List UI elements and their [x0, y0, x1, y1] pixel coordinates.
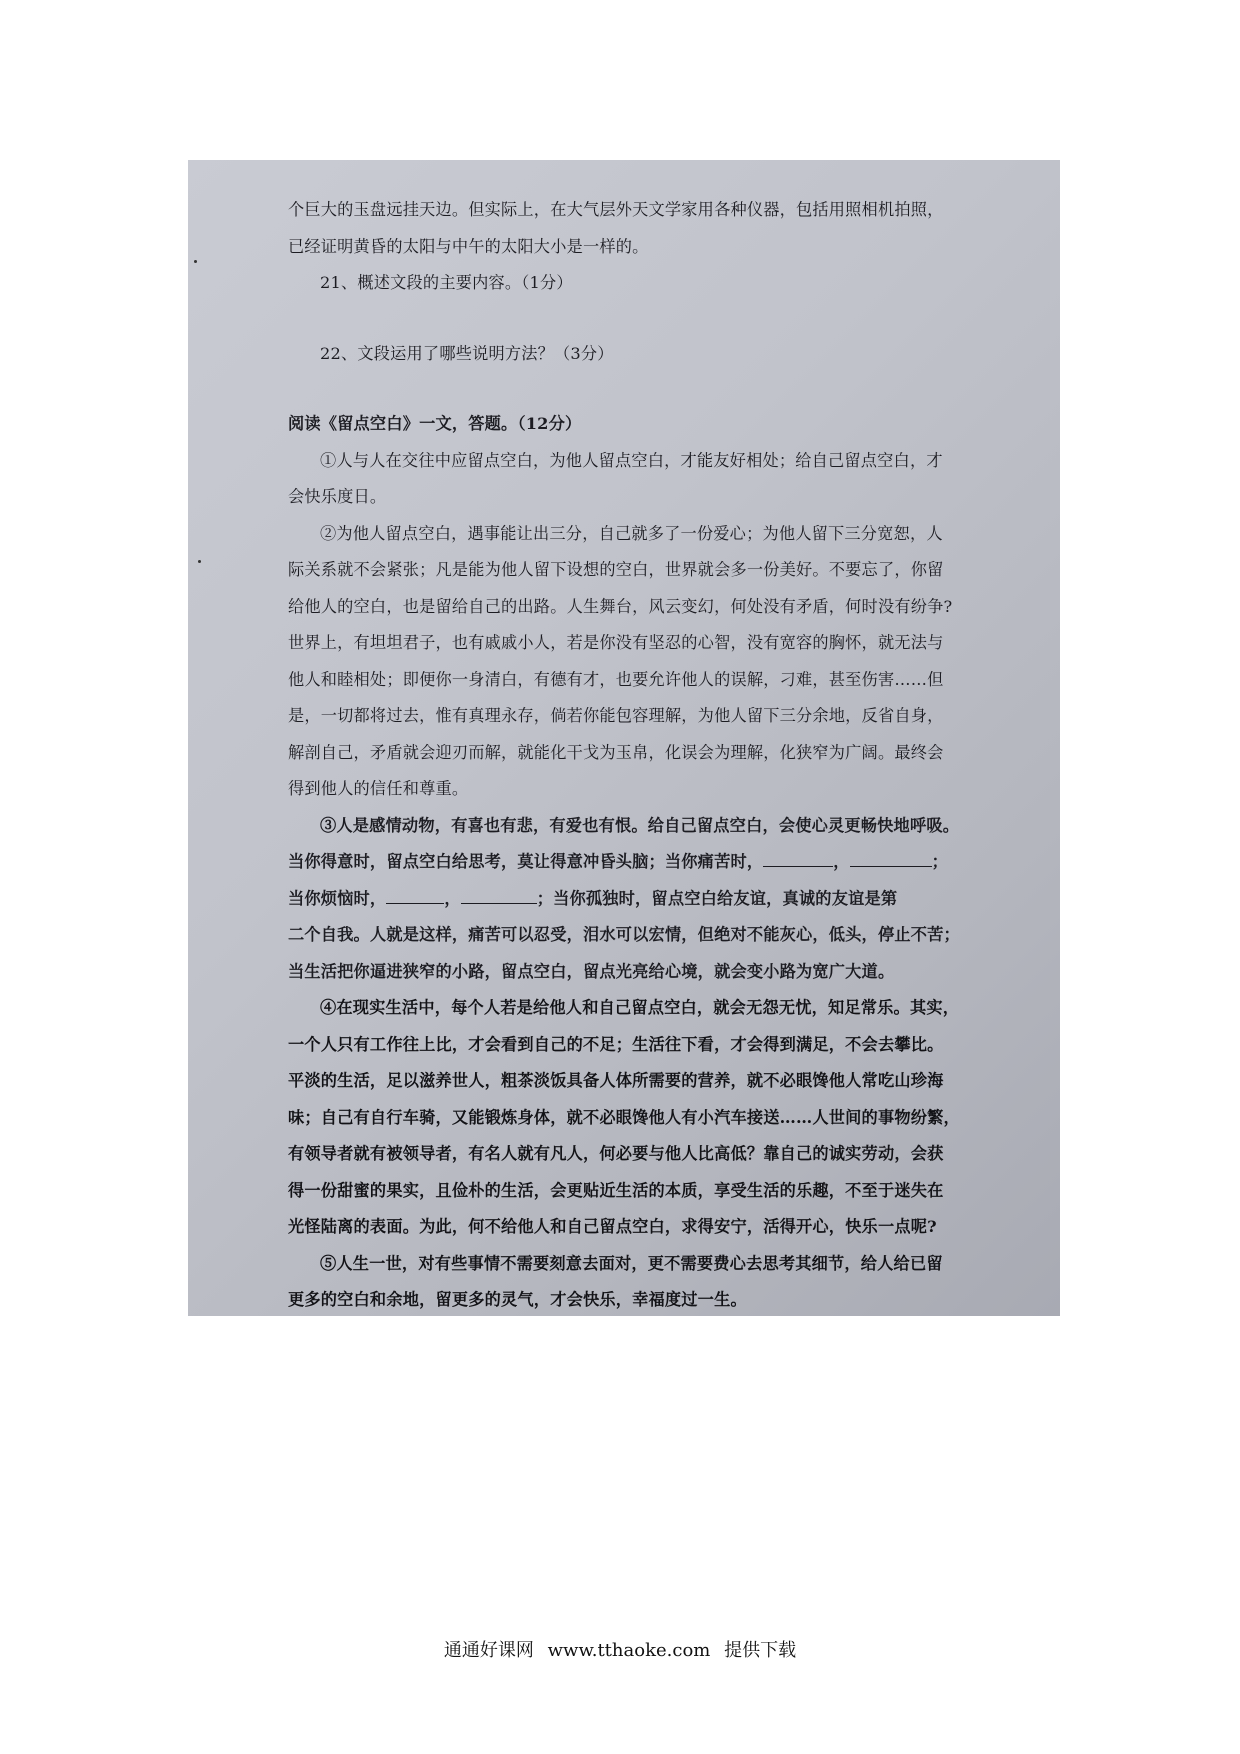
paragraph-3-text: 当你得意时，留点空白给思考，莫让得意冲昏头脑；当你痛苦时， — [288, 852, 764, 871]
paragraph-2-line: 他人和睦相处；即便你一身清白，有德有才，也要允许他人的误解，刁难，甚至伤害……但 — [288, 669, 944, 689]
reading-heading: 阅读《留点空白》一文，答题。（12分） — [288, 414, 582, 433]
paragraph-4-line: 光怪陆离的表面。为此，何不给他人和自己留点空白，求得安宁，活得开心，快乐一点呢? — [288, 1217, 937, 1236]
semicolon: ； — [931, 852, 949, 871]
paragraph-3-line: 二个自我。人就是这样，痛苦可以忍受，泪水可以宏情，但绝对不能灰心，低头，停止不苦； — [288, 925, 960, 944]
paragraph-2-line: 际关系就不会紧张；凡是能为他人留下设想的空白，世界就会多一份美好。不要忘了，你留 — [288, 560, 944, 579]
paragraph-2-line: ②为他人留点空白，遇事能让出三分，自己就多了一份爱心；为他人留下三分宽恕，人 — [320, 523, 943, 543]
paragraph-1-line: 会快乐度日。 — [288, 487, 387, 506]
paragraph-5-line: ⑤人生一世，对有些事情不需要刻意去面对，更不需要费心去思考其细节，给人给已留 — [320, 1253, 943, 1273]
question-21: 21、概述文段的主要内容。（1分） — [320, 273, 573, 292]
paragraph-4-line: 得一份甜蜜的果实，且俭朴的生活，会更贴近生活的本质，享受生活的乐趣，不至于迷失在 — [288, 1180, 944, 1200]
answer-blank[interactable] — [386, 885, 444, 904]
footer-suffix: 提供下载 — [724, 1640, 797, 1661]
text-line: 个巨大的玉盘远挂天边。但实际上，在大气层外天文学家用各种仪器，包括用照相机拍照， — [288, 200, 944, 219]
paragraph-4-line: 一个人只有工作往上比，才会看到自己的不足；生活往下看，才会得到满足，不会去攀比。 — [288, 1034, 944, 1054]
footer-site-name: 通通好课网 — [443, 1640, 534, 1661]
exam-text — [288, 192, 978, 1316]
scanned-exam-photo — [188, 160, 1060, 1316]
paragraph-2-line: 世界上，有坦坦君子，也有戚戚小人，若是你没有坚忍的心智，没有宽容的胸怀，就无法与 — [288, 633, 944, 652]
footer-url: www.tthaoke.com — [547, 1640, 711, 1661]
speck — [194, 260, 197, 263]
paragraph-2-line: 给他人的空白，也是留给自己的出路。人生舞台，风云变幻，何处没有矛盾，何时没有纷争? — [288, 596, 953, 616]
question-22: 22、文段运用了哪些说明方法？（3分） — [320, 343, 614, 363]
paragraph-4-line: 平淡的生活，足以滋养世人，粗茶淡饭具备人体所需要的营养，就不必眼馋他人常吃山珍海 — [288, 1071, 944, 1090]
paragraph-2-line: 是，一切都将过去，惟有真理永存，倘若你能包容理解，为他人留下三分余地，反省自身， — [288, 706, 944, 725]
paragraph-4-line: ④在现实生活中，每个人若是给他人和自己留点空白，就会无怨无忧，知足常乐。其实， — [320, 998, 960, 1017]
paragraph-3-line: ③人是感情动物，有喜也有悲，有爱也有恨。给自己留点空白，会使心灵更畅快地呼吸。 — [320, 815, 960, 835]
paragraph-3-text: ；当你孤独时，留点空白给友谊，真诚的友谊是第 — [536, 888, 898, 908]
paragraph-4-line: 有领导者就有被领导者，有名人就有凡人，何必要与他人比高低？靠自己的诚实劳动，会获 — [288, 1144, 944, 1163]
comma: ， — [444, 888, 461, 908]
paragraph-1-line: ①人与人在交往中应留点空白，为他人留点空白，才能友好相处；给自己留点空白，才 — [320, 450, 943, 470]
paragraph-5-line: 更多的空白和余地，留更多的灵气，才会快乐，幸福度过一生。 — [288, 1290, 747, 1309]
paragraph-3-line-blanks — [288, 881, 978, 918]
paragraph-4-line: 味；自己有自行车骑，又能锻炼身体，就不必眼馋他人有小汽车接送……人世间的事物纷繁， — [288, 1107, 960, 1127]
text-line: 已经证明黄昏的太阳与中午的太阳大小是一样的。 — [288, 236, 649, 256]
speck — [198, 560, 201, 563]
paragraph-2-line: 得到他人的信任和尊重。 — [288, 779, 469, 798]
paragraph-3-text: 当你烦恼时， — [288, 888, 387, 908]
paragraph-3-line: 当生活把你逼进狭窄的小路，留点空白，留点光亮给心境，就会变小路为宽广大道。 — [288, 961, 895, 981]
answer-blank[interactable] — [763, 848, 833, 867]
footer-credit — [0, 1636, 1240, 1662]
paragraph-2-line: 解剖自己，矛盾就会迎刃而解，就能化干戈为玉帛，化误会为理解，化狭窄为广阔。最终会 — [288, 742, 944, 762]
paragraph-3-line-blanks — [288, 844, 978, 881]
answer-blank[interactable] — [850, 848, 932, 867]
comma: ， — [833, 852, 850, 871]
answer-blank[interactable] — [461, 885, 537, 904]
